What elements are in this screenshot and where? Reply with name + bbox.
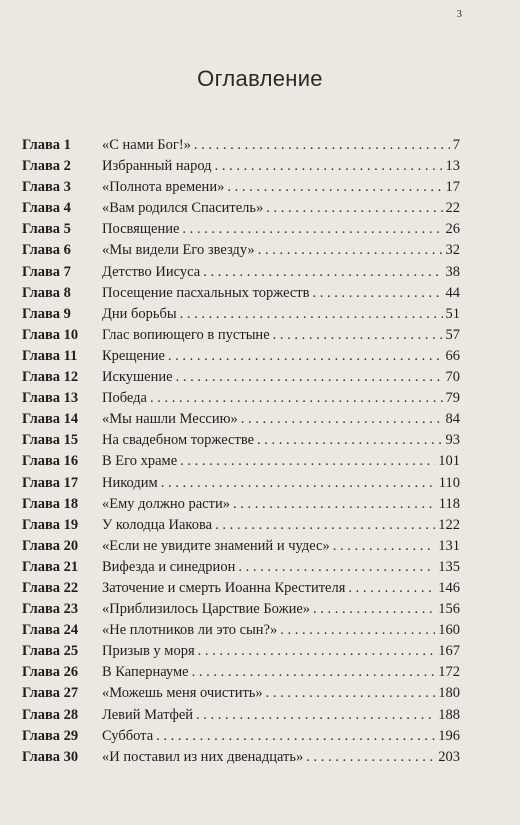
dot-leader	[180, 453, 435, 470]
chapter-page-number: 167	[438, 643, 460, 660]
chapter-title: Никодим	[102, 474, 158, 491]
chapter-page-number: 17	[445, 179, 460, 196]
chapter-title: Посещение пасхальных торжеств	[102, 284, 310, 301]
chapter-label: Глава 20	[22, 537, 79, 554]
dot-leader	[266, 200, 442, 217]
dot-leader	[227, 179, 442, 196]
toc-entry	[22, 327, 460, 348]
dot-leader	[150, 390, 443, 407]
dot-leader	[313, 285, 443, 302]
chapter-page-number: 122	[438, 516, 460, 533]
toc-entry	[22, 664, 460, 685]
chapter-label: Глава 12	[22, 369, 79, 386]
chapter-title: Левий Матфей	[102, 706, 194, 723]
chapter-page-number: 22	[445, 200, 460, 217]
toc-entry	[22, 348, 460, 369]
toc-entry	[22, 137, 460, 158]
toc-entry	[22, 601, 460, 622]
dot-leader	[182, 221, 442, 238]
chapter-label: Глава 3	[22, 179, 71, 196]
toc-entry	[22, 622, 460, 643]
toc-entry	[22, 728, 460, 749]
chapter-page-number: 32	[445, 242, 460, 259]
chapter-label: Глава 5	[22, 221, 71, 238]
chapter-page-number: 93	[445, 432, 460, 449]
chapter-page-number: 131	[438, 537, 460, 554]
chapter-title: Призыв у моря	[102, 643, 195, 660]
dot-leader	[192, 664, 436, 681]
chapter-label: Глава 14	[22, 411, 79, 428]
toc-entry	[22, 306, 460, 327]
chapter-label: Глава 15	[22, 432, 79, 449]
chapter-label: Глава 2	[22, 158, 71, 175]
chapter-title: «С нами Бог!»	[102, 137, 191, 153]
chapter-page-number: 7	[452, 137, 460, 153]
toc-entry	[22, 475, 460, 496]
chapter-page-number: 51	[445, 305, 460, 322]
chapter-label: Глава 10	[22, 326, 79, 343]
chapter-label: Глава 30	[22, 748, 79, 765]
chapter-page-number: 203	[438, 748, 460, 765]
dot-leader	[266, 685, 436, 702]
chapter-page-number: 180	[438, 685, 460, 702]
toc-entry	[22, 390, 460, 411]
chapter-page-number: 84	[445, 411, 460, 428]
toc-entry	[22, 559, 460, 580]
chapter-title: Посвящение	[102, 221, 180, 238]
dot-leader	[306, 749, 435, 766]
toc-entry	[22, 411, 460, 432]
toc-entry	[22, 221, 460, 242]
chapter-title: «Вам родился Спаситель»	[102, 200, 264, 217]
toc-entry	[22, 242, 460, 263]
chapter-label: Глава 6	[22, 242, 71, 259]
toc-entry	[22, 432, 460, 453]
chapter-title: «Если не увидите знамений и чудес»	[102, 537, 330, 554]
chapter-label: Глава 8	[22, 284, 71, 301]
chapter-title: «Мы видели Его звезду»	[102, 242, 255, 259]
chapter-page-number: 135	[438, 558, 460, 575]
toc-entry	[22, 158, 460, 179]
chapter-label: Глава 23	[22, 601, 79, 618]
page-title: Оглавление	[197, 66, 323, 91]
chapter-label: Глава 18	[22, 495, 79, 512]
chapter-page-number: 188	[438, 706, 460, 723]
chapter-title: «Не плотников ли это сын?»	[102, 622, 278, 639]
chapter-title: Глас вопиющего в пустыне	[102, 326, 270, 343]
chapter-title: Победа	[102, 390, 147, 407]
toc-entry	[22, 685, 460, 706]
chapter-page-number: 160	[438, 622, 460, 639]
chapter-title: Заточение и смерть Иоанна Крестителя	[102, 579, 346, 596]
chapter-label: Глава 27	[22, 685, 79, 702]
chapter-title: Детство Иисуса	[102, 263, 201, 280]
chapter-page-number: 57	[445, 326, 460, 343]
chapter-label: Глава 13	[22, 390, 79, 407]
dot-leader	[180, 306, 443, 323]
chapter-page-number: 146	[438, 579, 460, 596]
chapter-page-number: 44	[445, 284, 460, 301]
chapter-label: Глава 26	[22, 664, 79, 681]
toc-entry	[22, 285, 460, 306]
toc-entry	[22, 264, 460, 285]
chapter-title: «Полнота времени»	[102, 179, 225, 196]
dot-leader	[333, 538, 436, 555]
toc-entry	[22, 643, 460, 664]
toc-entry	[22, 179, 460, 200]
dot-leader	[215, 158, 443, 175]
chapter-label: Глава 4	[22, 200, 71, 217]
chapter-title: Избранный народ	[102, 158, 212, 175]
chapter-title: Суббота	[102, 727, 154, 744]
chapter-title: «Ему должно расти»	[102, 495, 230, 512]
chapter-title: На свадебном торжестве	[102, 432, 255, 449]
dot-leader	[233, 496, 436, 513]
chapter-title: Дни борьбы	[102, 305, 177, 322]
toc-entry	[22, 453, 460, 474]
dot-leader	[238, 559, 435, 576]
dot-leader	[194, 137, 450, 154]
chapter-page-number: 70	[445, 369, 460, 386]
chapter-label: Глава 29	[22, 727, 79, 744]
chapter-label: Глава 19	[22, 516, 79, 533]
toc-entry	[22, 369, 460, 390]
page-number: 3	[456, 8, 462, 20]
chapter-label: Глава 9	[22, 305, 71, 322]
chapter-page-number: 118	[438, 495, 460, 512]
chapter-page-number: 66	[445, 347, 460, 364]
dot-leader	[215, 517, 435, 534]
dot-leader	[198, 643, 436, 660]
dot-leader	[156, 728, 435, 745]
chapter-page-number: 79	[445, 390, 460, 407]
chapter-title: «И поставил из них двенадцать»	[102, 748, 304, 765]
dot-leader	[273, 327, 443, 344]
chapter-label: Глава 28	[22, 706, 79, 723]
chapter-title: У колодца Иакова	[102, 516, 213, 533]
dot-leader	[280, 622, 435, 639]
chapter-title: Вифезда и синедрион	[102, 558, 236, 575]
chapter-page-number: 13	[445, 158, 460, 175]
toc-entry	[22, 580, 460, 601]
dot-leader	[196, 707, 435, 724]
chapter-title: В Его храме	[102, 453, 178, 470]
chapter-label: Глава 22	[22, 579, 79, 596]
toc-entry	[22, 707, 460, 728]
chapter-label: Глава 25	[22, 643, 79, 660]
dot-leader	[161, 475, 436, 492]
chapter-label: Глава 16	[22, 453, 79, 470]
chapter-title: «Мы нашли Мессию»	[102, 411, 238, 428]
chapter-page-number: 101	[438, 453, 460, 470]
chapter-page-number: 26	[445, 221, 460, 238]
dot-leader	[168, 348, 443, 365]
chapter-label: Глава 7	[22, 263, 71, 280]
dot-leader	[241, 411, 443, 428]
table-of-contents	[22, 137, 460, 770]
chapter-label: Глава 1	[22, 137, 71, 153]
dot-leader	[203, 264, 442, 281]
dot-leader	[258, 242, 443, 259]
chapter-page-number: 38	[445, 263, 460, 280]
chapter-page-number: 110	[438, 474, 460, 491]
chapter-title: В Капернауме	[102, 664, 189, 681]
chapter-label: Глава 21	[22, 558, 79, 575]
dot-leader	[348, 580, 435, 597]
dot-leader	[257, 432, 442, 449]
chapter-label: Глава 11	[22, 347, 78, 364]
chapter-label: Глава 24	[22, 622, 79, 639]
chapter-page-number: 172	[438, 664, 460, 681]
chapter-title: Искушение	[102, 369, 173, 386]
toc-entry	[22, 496, 460, 517]
chapter-title: «Приблизилось Царствие Божие»	[102, 601, 311, 618]
chapter-title: Крещение	[102, 347, 165, 364]
chapter-page-number: 156	[438, 601, 460, 618]
toc-entry	[22, 200, 460, 221]
toc-entry	[22, 517, 460, 538]
toc-entry	[22, 538, 460, 559]
dot-leader	[313, 601, 435, 618]
toc-entry	[22, 749, 460, 770]
dot-leader	[176, 369, 443, 386]
chapter-title: «Можешь меня очистить»	[102, 685, 263, 702]
chapter-page-number: 196	[438, 727, 460, 744]
chapter-label: Глава 17	[22, 474, 79, 491]
